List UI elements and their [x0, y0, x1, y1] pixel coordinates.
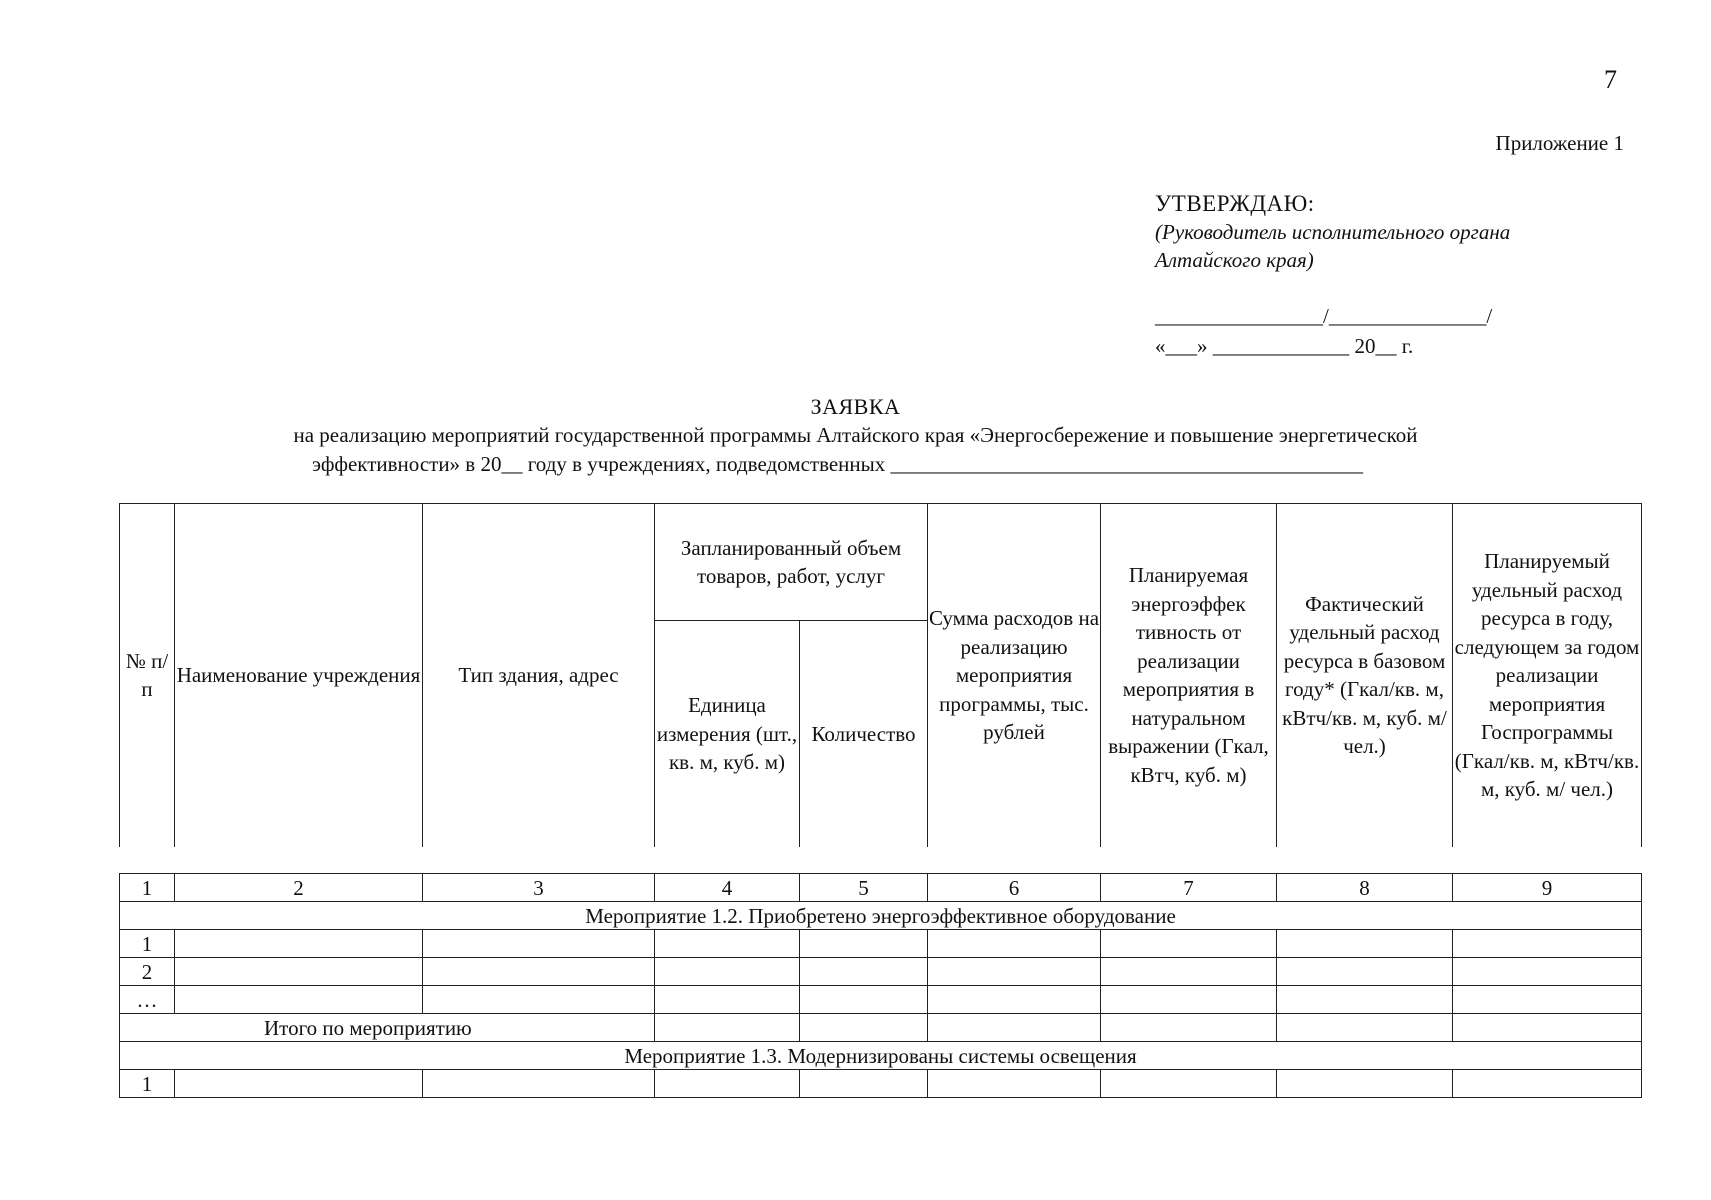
table-cell — [1101, 930, 1277, 958]
data-table — [119, 873, 1642, 1098]
document-subtitle-line2: эффективности» в 20__ году в учреждениях, подведомственных _____________________________________________ — [312, 452, 1364, 476]
table-cell — [1453, 1014, 1642, 1042]
table-cell — [928, 1014, 1101, 1042]
table-cell — [1101, 1070, 1277, 1098]
table-cell — [175, 986, 423, 1014]
table-cell — [175, 930, 423, 958]
section-title: Мероприятие 1.3. Модернизированы системы освещения — [120, 1042, 1642, 1070]
section-header-row — [120, 902, 1642, 930]
row-number: 1 — [120, 1070, 175, 1098]
column-number: 8 — [1277, 874, 1453, 902]
row-number: 1 — [120, 930, 175, 958]
table-cell — [655, 958, 800, 986]
approval-title: УТВЕРЖДАЮ: — [1155, 191, 1315, 216]
table-cell — [175, 1070, 423, 1098]
section-header-row — [120, 1042, 1642, 1070]
table-cell — [1277, 1070, 1453, 1098]
table-cell — [1277, 930, 1453, 958]
table-cell — [800, 958, 928, 986]
table-cell — [175, 958, 423, 986]
table-cell — [423, 930, 655, 958]
table-cell — [800, 986, 928, 1014]
table-cell — [928, 986, 1101, 1014]
column-number: 1 — [120, 874, 175, 902]
table-cell — [1101, 986, 1277, 1014]
table-cell — [1277, 1014, 1453, 1042]
column-number: 4 — [655, 874, 800, 902]
table-cell — [1277, 958, 1453, 986]
table-row — [120, 958, 1642, 986]
header-col9: Планируемый удельный расход ресурса в году, следующем за годом реализации мероприятия Госпрограммы (Гкал/кв. м, кВтч/кв. м, куб. м/ чел.) — [1453, 504, 1642, 847]
column-number-row — [120, 874, 1642, 902]
header-table — [119, 503, 1642, 847]
header-col2: Наименование учреждения — [175, 504, 423, 847]
total-label: Итого по мероприятию — [120, 1014, 655, 1042]
table-cell — [800, 930, 928, 958]
table-cell — [1453, 930, 1642, 958]
table-cell — [928, 1070, 1101, 1098]
table-row — [120, 986, 1642, 1014]
total-row — [120, 1014, 1642, 1042]
table-cell — [1453, 1070, 1642, 1098]
table-cell — [928, 958, 1101, 986]
table-cell — [423, 1070, 655, 1098]
table-cell — [423, 986, 655, 1014]
column-number: 7 — [1101, 874, 1277, 902]
table-row — [120, 1070, 1642, 1098]
header-group-planned-volume: Запланированный объем товаров, работ, услуг — [655, 504, 928, 621]
section-title: Мероприятие 1.2. Приобретено энергоэффективное оборудование — [120, 902, 1642, 930]
signature-line: ________________/_______________/ — [1155, 304, 1493, 328]
table-cell — [655, 1014, 800, 1042]
header-col8: Фактический удельный расход ресурса в базовом году* (Гкал/кв. м, кВтч/кв. м, куб. м/ чел.) — [1277, 504, 1453, 847]
column-number: 5 — [800, 874, 928, 902]
approval-block — [1155, 190, 1510, 274]
date-line: «___» _____________ 20__ г. — [1155, 334, 1414, 358]
header-col4: Единица измерения (шт., кв. м, куб. м) — [655, 621, 800, 847]
document-subtitle-line1: на реализацию мероприятий государственной программы Алтайского края «Энергосбережение и повышение энергетической — [293, 423, 1418, 447]
approval-role-line1: (Руководитель исполнительного органа — [1155, 219, 1511, 244]
document-title: ЗАЯВКА — [810, 394, 901, 419]
table-cell — [800, 1070, 928, 1098]
table-row — [120, 930, 1642, 958]
table-cell — [800, 1014, 928, 1042]
header-col5: Количество — [800, 621, 928, 847]
approval-role-line2: Алтайского края) — [1155, 247, 1314, 272]
column-number: 3 — [423, 874, 655, 902]
table-cell — [1453, 958, 1642, 986]
table-cell — [928, 930, 1101, 958]
row-number: 2 — [120, 958, 175, 986]
table-cell — [655, 1070, 800, 1098]
column-number: 9 — [1453, 874, 1642, 902]
header-col7: Планируемая энергоэффек тивность от реализации мероприятия в натуральном выражении (Гкал, кВтч, куб. м) — [1101, 504, 1277, 847]
appendix-label: Приложение 1 — [1495, 131, 1624, 155]
table-cell — [1453, 986, 1642, 1014]
column-number: 2 — [175, 874, 423, 902]
table-cell — [1101, 1014, 1277, 1042]
table-cell — [1277, 986, 1453, 1014]
row-number: … — [120, 986, 175, 1014]
header-col3: Тип здания, адрес — [423, 504, 655, 847]
table-cell — [1101, 958, 1277, 986]
table-cell — [655, 986, 800, 1014]
column-number: 6 — [928, 874, 1101, 902]
table-cell — [423, 958, 655, 986]
table-cell — [655, 930, 800, 958]
header-col1: № п/ п — [120, 504, 175, 847]
header-col6: Сумма расходов на реализацию мероприятия программы, тыс. рублей — [928, 504, 1101, 847]
page-number: 7 — [1604, 65, 1617, 94]
